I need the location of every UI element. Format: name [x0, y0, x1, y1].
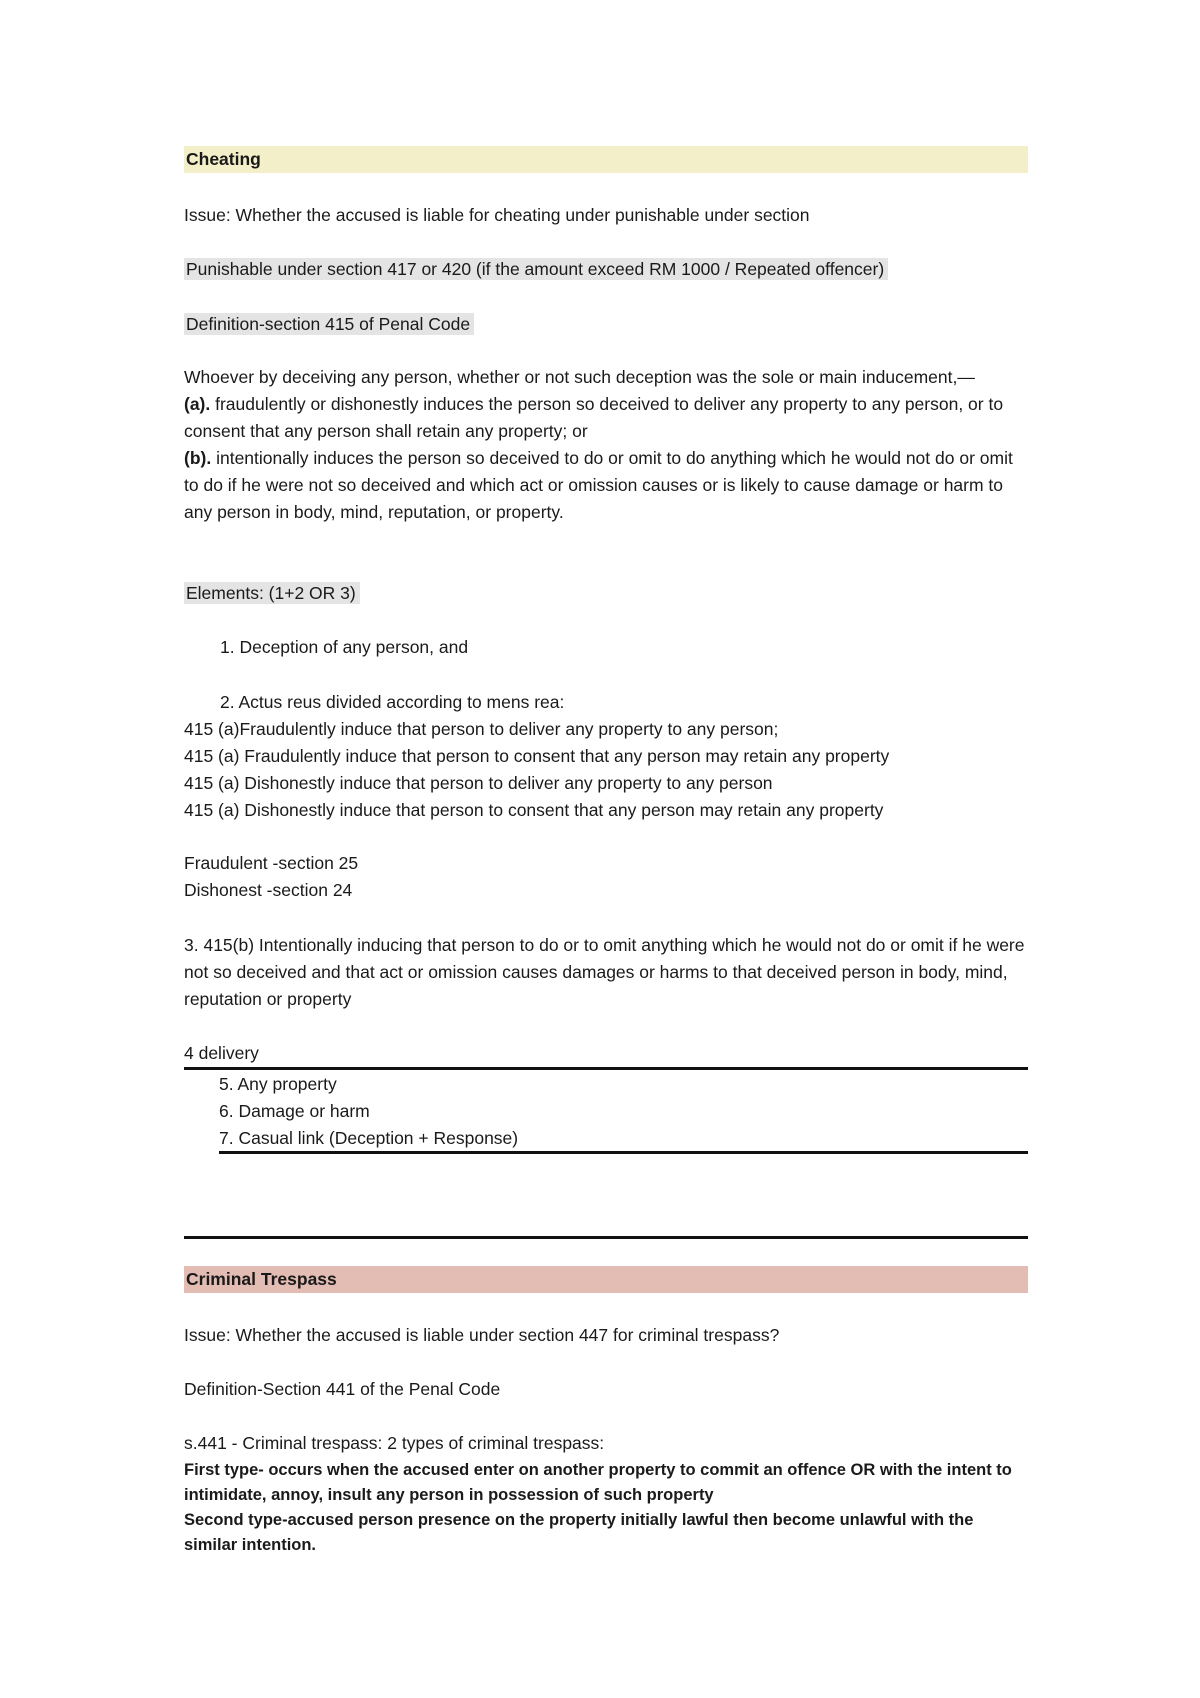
cheating-heading: Cheating	[184, 146, 1028, 173]
elements-heading: Elements: (1+2 OR 3)	[184, 582, 360, 604]
mens-rea-sections	[184, 850, 1028, 904]
trespass-types	[184, 1458, 1028, 1558]
clause-b-label: (b).	[184, 448, 212, 468]
fraudulent-section: Fraudulent -section 25	[184, 853, 359, 873]
elements-block	[184, 580, 1028, 607]
actus-line-1: 415 (a)Fraudulently induce that person to deliver any property to any person;	[184, 719, 779, 739]
trespass-heading-block	[184, 1266, 1028, 1293]
actus-line-4: 415 (a) Dishonestly induce that person to consent that any person may retain any property	[184, 800, 884, 820]
divider-rule	[184, 1236, 1028, 1239]
clause-a-text: fraudulently or dishonestly induces the person so deceived to deliver any property to any person, or to consent that any person shall retain any property; or	[184, 394, 1004, 441]
second-type: Second type-accused person presence on the property initially lawful then become unlawful with the similar intention.	[184, 1511, 974, 1554]
clause-a-label: (a).	[184, 394, 211, 414]
trespass-issue: Issue: Whether the accused is liable under section 447 for criminal trespass?	[184, 1325, 780, 1345]
element-1: 1. Deception of any person, and	[220, 637, 469, 657]
clause-a	[184, 391, 1028, 445]
trespass-heading: Criminal Trespass	[184, 1266, 1028, 1293]
trespass-definition: Definition-Section 441 of the Penal Code	[184, 1379, 501, 1399]
definition-body	[184, 364, 1028, 526]
punishable-block	[184, 256, 1028, 283]
delivery-line: 4 delivery	[184, 1043, 259, 1063]
cheating-issue: Issue: Whether the accused is liable for cheating under punishable under section	[184, 205, 810, 225]
element-2-block	[184, 689, 1028, 824]
s441-heading: s.441 - Criminal trespass: 2 types of criminal trespass:	[184, 1433, 605, 1453]
actus-line-3: 415 (a) Dishonestly induce that person to deliver any property to any person	[184, 773, 773, 793]
clause-b-text: intentionally induces the person so deceived to do or omit to do anything which he would not do or omit to do if he were not so deceived and which act or omission causes or is likely to cause damage or harm to any person in body, mind, reputation, or property.	[184, 448, 1013, 522]
actus-line-2: 415 (a) Fraudulently induce that person to consent that any person may retain any property	[184, 746, 890, 766]
definition-block	[184, 311, 1028, 338]
dishonest-section: Dishonest -section 24	[184, 880, 353, 900]
definition-intro: Whoever by deceiving any person, whether or not such deception was the sole or main inducement,—	[184, 367, 975, 387]
divider-rule	[219, 1151, 1028, 1154]
element-3: 3. 415(b) Intentionally inducing that person to do or to omit anything which he would not do or omit if he were not so deceived and that act or omission causes damages or harms to that deceived person in body, mind, reputation or property	[184, 935, 1025, 1009]
clause-b	[184, 445, 1028, 526]
divider-rule	[184, 1067, 1028, 1070]
element-7: 7. Casual link (Deception + Response)	[219, 1128, 519, 1148]
first-type: First type- occurs when the accused enter on another property to commit an offence OR with the intent to intimidate, annoy, insult any person in possession of such property	[184, 1461, 1012, 1504]
element-6: 6. Damage or harm	[219, 1101, 370, 1121]
elements-list-b	[184, 1071, 1028, 1152]
element-2: 2. Actus reus divided according to mens rea:	[220, 692, 565, 712]
element-5: 5. Any property	[219, 1074, 337, 1094]
cheating-heading-block	[184, 146, 1028, 173]
definition-heading: Definition-section 415 of Penal Code	[184, 313, 474, 335]
punishable-text: Punishable under section 417 or 420 (if the amount exceed RM 1000 / Repeated offencer)	[184, 258, 888, 280]
